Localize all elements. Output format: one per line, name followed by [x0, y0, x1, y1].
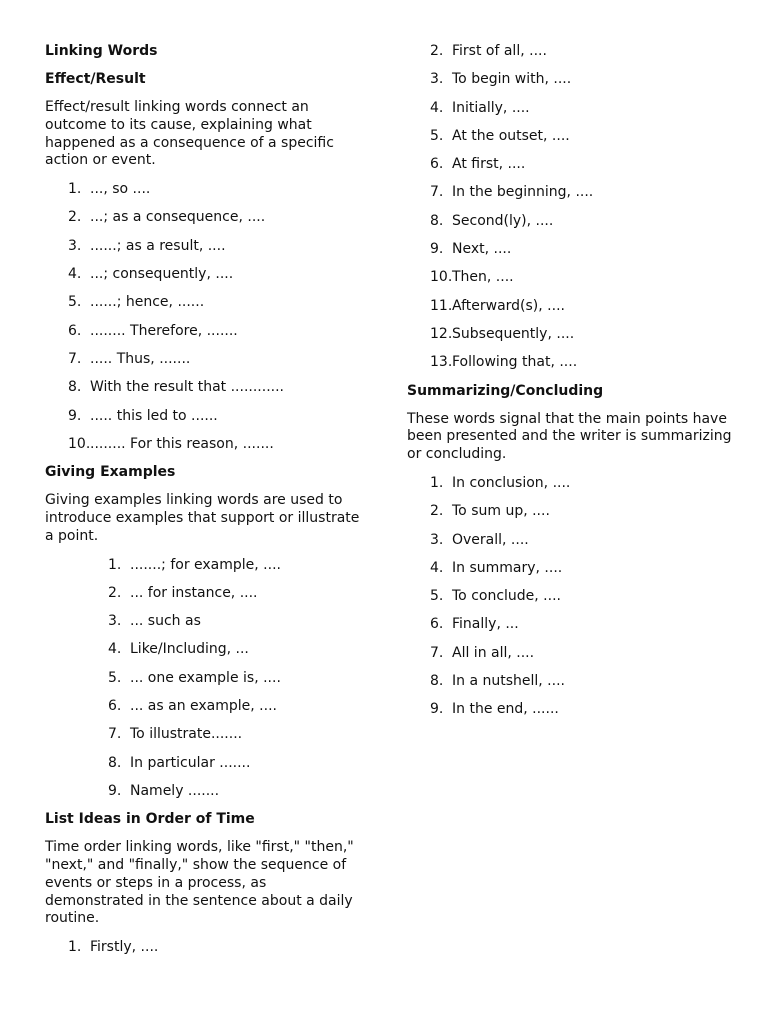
list-item — [407, 354, 737, 371]
list-item-number: 2. — [68, 209, 82, 226]
list-item-number: 3. — [68, 237, 82, 254]
list-item-number: 7. — [430, 644, 444, 661]
list-item-number: 3. — [430, 531, 444, 548]
list-item — [45, 670, 363, 687]
list-item-number: 8. — [430, 212, 444, 229]
list-item-text: Then, .... — [452, 269, 514, 286]
list-item-text: Initially, .... — [452, 99, 530, 116]
list-item-number: 3. — [108, 613, 122, 630]
document-title: Linking Words — [45, 43, 158, 59]
list-item — [45, 613, 363, 630]
list-item-text: ..... this led to ...... — [90, 407, 218, 424]
list-item — [45, 323, 363, 340]
list-item-text: Second(ly), .... — [452, 212, 554, 229]
list-item-text: Afterward(s), .... — [452, 297, 565, 314]
list-item-number: 6. — [108, 698, 122, 715]
list-item-text: In the beginning, .... — [452, 184, 594, 201]
list-item-text: ... such as — [130, 613, 201, 630]
list-item-number: 7. — [430, 184, 444, 201]
order-of-time-list-part-2 — [407, 43, 737, 371]
left-column — [45, 43, 363, 968]
list-item-number: 9. — [108, 782, 122, 799]
list-item-number: 1. — [108, 556, 122, 573]
list-item-text: Following that, .... — [452, 354, 578, 371]
list-item-number: 5. — [68, 294, 82, 311]
list-item — [45, 379, 363, 396]
list-item-text: ...; consequently, .... — [90, 266, 234, 283]
list-item-number: 2. — [430, 43, 444, 59]
section-description-order-of-time: Time order linking words, like "first," "then," "next," and "finally," show the sequence of events or steps in a process, as demonstrated in the sentence about a daily routine. — [45, 839, 354, 927]
list-item-number: 5. — [108, 669, 122, 686]
list-item — [45, 755, 363, 772]
list-item — [407, 100, 737, 117]
list-item-number: 7. — [68, 350, 82, 367]
list-item — [407, 673, 737, 690]
list-item-number: 4. — [430, 559, 444, 576]
list-item-number: 1. — [68, 181, 82, 198]
section-heading-summarizing: Summarizing/Concluding — [407, 382, 604, 399]
list-item-number: 1. — [430, 474, 444, 491]
list-item-text: Finally, ... — [452, 616, 519, 633]
list-item — [45, 436, 363, 453]
summarizing-list — [407, 475, 737, 718]
list-item-number: 1. — [68, 939, 82, 956]
list-item-number: 6. — [430, 156, 444, 173]
list-item-text: Overall, .... — [452, 531, 529, 548]
list-item-number: 9. — [430, 241, 444, 258]
list-item-text: Namely ....... — [130, 782, 220, 799]
list-item — [45, 181, 363, 198]
list-item-number: 6. — [68, 322, 82, 339]
list-item-number: 7. — [108, 726, 122, 743]
list-item-text: Next, .... — [452, 241, 512, 258]
list-item-text: In a nutshell, .... — [452, 673, 565, 690]
list-item-number: 11. — [430, 297, 453, 314]
list-item — [407, 560, 737, 577]
section-description-summarizing: These words signal that the main points have been presented and the writer is summarizing or concluding. — [407, 410, 732, 463]
list-item-number: 9. — [68, 407, 82, 424]
list-item-text: To begin with, .... — [452, 71, 572, 88]
list-item-text: Firstly, .... — [90, 939, 159, 956]
list-item — [407, 503, 737, 520]
list-item-text: To conclude, .... — [452, 588, 561, 605]
section-heading-effect-result: Effect/Result — [45, 71, 146, 87]
list-item — [407, 43, 737, 60]
list-item — [45, 408, 363, 425]
list-item — [45, 238, 363, 255]
list-item-number: 4. — [430, 99, 444, 116]
list-item-text: In conclusion, .... — [452, 474, 571, 491]
list-item — [45, 939, 363, 956]
list-item — [45, 641, 363, 658]
list-item — [407, 298, 737, 315]
list-item-number: 12. — [430, 325, 453, 342]
list-item-number: 4. — [108, 641, 122, 658]
list-item-number: 9. — [430, 701, 444, 718]
list-item-number: 5. — [430, 588, 444, 605]
list-item-text: All in all, .... — [452, 644, 535, 661]
list-item-number: 8. — [430, 673, 444, 690]
list-item-number: 10. — [68, 435, 91, 452]
section-description-effect-result: Effect/result linking words connect an outcome to its cause, explaining what happened as a consequence of a specific action or event. — [45, 99, 334, 169]
list-item — [407, 213, 737, 230]
list-item-number: 13. — [430, 354, 453, 371]
list-item-text: ......; as a result, .... — [90, 237, 226, 254]
list-item — [407, 326, 737, 343]
list-item-text: At first, .... — [452, 156, 526, 173]
list-item — [45, 266, 363, 283]
list-item — [407, 128, 737, 145]
list-item-text: ..... Thus, ....... — [90, 350, 191, 367]
list-item — [407, 616, 737, 633]
list-item — [45, 585, 363, 602]
list-item — [407, 241, 737, 258]
list-item-text: ......; hence, ...... — [90, 294, 205, 311]
list-item-text: First of all, .... — [452, 43, 547, 59]
section-heading-giving-examples: Giving Examples — [45, 464, 176, 481]
list-item-text: In summary, .... — [452, 559, 563, 576]
list-item-number: 3. — [430, 71, 444, 88]
giving-examples-list — [45, 557, 363, 800]
list-item — [45, 351, 363, 368]
list-item — [407, 156, 737, 173]
list-item-number: 8. — [108, 754, 122, 771]
list-item-text: ........ For this reason, ....... — [90, 435, 274, 452]
list-item — [407, 701, 737, 718]
list-item — [407, 588, 737, 605]
list-item-text: At the outset, .... — [452, 127, 570, 144]
list-item-number: 6. — [430, 616, 444, 633]
list-item — [407, 645, 737, 662]
list-item — [45, 698, 363, 715]
list-item — [407, 71, 737, 88]
list-item-number: 2. — [108, 584, 122, 601]
list-item-text: ...; as a consequence, .... — [90, 209, 266, 226]
list-item — [45, 209, 363, 226]
list-item-text: .......; for example, .... — [130, 556, 281, 573]
list-item-number: 5. — [430, 127, 444, 144]
effect-result-list — [45, 181, 363, 453]
list-item-number: 4. — [68, 266, 82, 283]
list-item-text: ..., so .... — [90, 181, 151, 198]
list-item — [407, 475, 737, 492]
section-description-giving-examples: Giving examples linking words are used to introduce examples that support or illustrate a point. — [45, 492, 360, 544]
list-item-text: ........ Therefore, ....... — [90, 322, 238, 339]
list-item-number: 10. — [430, 269, 453, 286]
list-item-text: To illustrate....... — [130, 726, 243, 743]
list-item — [407, 532, 737, 549]
list-item-text: ... for instance, .... — [130, 584, 258, 601]
list-item-number: 8. — [68, 379, 82, 396]
list-item-text: ... as an example, .... — [130, 698, 277, 715]
section-heading-order-of-time: List Ideas in Order of Time — [45, 811, 255, 828]
list-item — [45, 557, 363, 574]
list-item — [407, 269, 737, 286]
list-item — [45, 726, 363, 743]
list-item-text: ... one example is, .... — [130, 669, 281, 686]
list-item — [45, 294, 363, 311]
list-item-text: Like/Including, ... — [130, 641, 249, 658]
list-item-number: 2. — [430, 503, 444, 520]
list-item-text: Subsequently, .... — [452, 325, 575, 342]
list-item-text: With the result that ............ — [90, 379, 285, 396]
order-of-time-list-part-1 — [45, 939, 363, 956]
list-item-text: In the end, ...... — [452, 701, 559, 718]
right-column — [407, 43, 737, 730]
list-item-text: To sum up, .... — [452, 503, 550, 520]
list-item — [45, 783, 363, 800]
list-item — [407, 184, 737, 201]
list-item-text: In particular ....... — [130, 754, 251, 771]
